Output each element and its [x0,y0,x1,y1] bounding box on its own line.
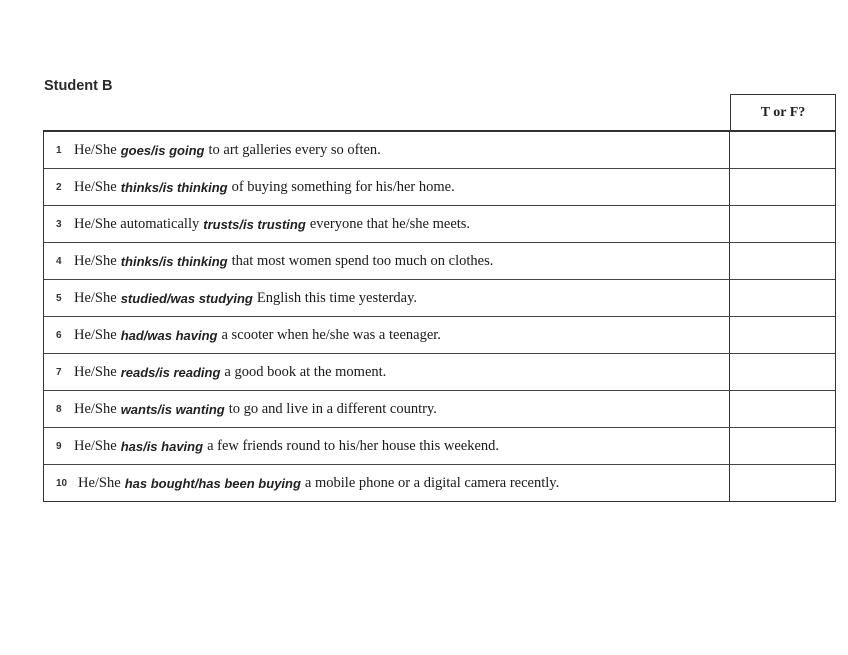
statement-number: 10 [56,477,68,489]
statement-row-3 [44,205,835,242]
statement-row-4 [44,242,835,279]
verb-choice: wants/is wanting [120,401,225,417]
statement-rest: of buying something for his/her home. [231,178,455,195]
statement-text [44,354,729,390]
section-heading: Student B [44,78,113,94]
verb-choice: thinks/is thinking [120,179,228,195]
answer-cell-5[interactable] [729,280,835,316]
statement-text [44,465,729,501]
statement-rest: English this time yesterday. [256,289,418,306]
statement-row-2 [44,168,835,205]
statement-subject: He/She [74,252,117,269]
statement-number: 1 [56,144,62,156]
statement-number: 5 [56,292,62,304]
statement-number: 4 [56,255,62,267]
statement-row-10 [44,464,835,501]
statement-subject: He/She [74,141,117,158]
verb-choice: reads/is reading [120,364,221,380]
statement-rest: a good book at the moment. [224,363,387,380]
statement-table [43,94,836,502]
answer-cell-1[interactable] [729,132,835,168]
true-false-column-header: T or F? [730,94,836,130]
statement-row-6 [44,316,835,353]
statement-text [44,243,729,279]
statement-row-9 [44,427,835,464]
statement-rest: a few friends round to his/her house this weekend. [207,437,500,454]
answer-cell-2[interactable] [729,169,835,205]
statement-number: 6 [56,329,62,341]
statement-text [44,428,729,464]
statement-text [44,280,729,316]
statement-rest: to art galleries every so often. [208,141,381,158]
verb-choice: trusts/is trusting [203,216,306,232]
statement-number: 3 [56,218,62,230]
answer-cell-7[interactable] [729,354,835,390]
statement-subject: He/She [74,289,117,306]
statement-text [44,391,729,427]
statement-number: 2 [56,181,62,193]
statement-number: 9 [56,440,62,452]
statement-subject: He/She [74,178,117,195]
verb-choice: goes/is going [120,142,205,158]
answer-cell-8[interactable] [729,391,835,427]
statement-row-8 [44,390,835,427]
verb-choice: has bought/has been buying [124,475,301,491]
answer-cell-9[interactable] [729,428,835,464]
statement-row-7 [44,353,835,390]
statement-row-1 [44,131,835,168]
statement-rest: that most women spend too much on clothes. [231,252,494,269]
statement-subject: He/She automatically [74,215,200,232]
verb-choice: thinks/is thinking [120,253,228,269]
statement-row-5 [44,279,835,316]
statement-text [44,206,729,242]
answer-cell-10[interactable] [729,465,835,501]
statement-subject: He/She [74,400,117,417]
verb-choice: studied/was studying [120,290,253,306]
statement-subject: He/She [78,474,121,491]
table-header-row [43,94,836,130]
statement-text [44,132,729,168]
statement-rows [43,130,836,502]
statement-rest: a scooter when he/she was a teenager. [221,326,441,343]
verb-choice: had/was having [120,327,218,343]
statement-text [44,169,729,205]
statement-rest: everyone that he/she meets. [309,215,471,232]
statement-text [44,317,729,353]
statement-subject: He/She [74,437,117,454]
answer-cell-3[interactable] [729,206,835,242]
statement-subject: He/She [74,363,117,380]
statement-number: 8 [56,403,62,415]
statement-number: 7 [56,366,62,378]
statement-rest: a mobile phone or a digital camera recently. [304,474,560,491]
answer-cell-4[interactable] [729,243,835,279]
statement-rest: to go and live in a different country. [228,400,437,417]
statement-subject: He/She [74,326,117,343]
verb-choice: has/is having [120,438,204,454]
answer-cell-6[interactable] [729,317,835,353]
